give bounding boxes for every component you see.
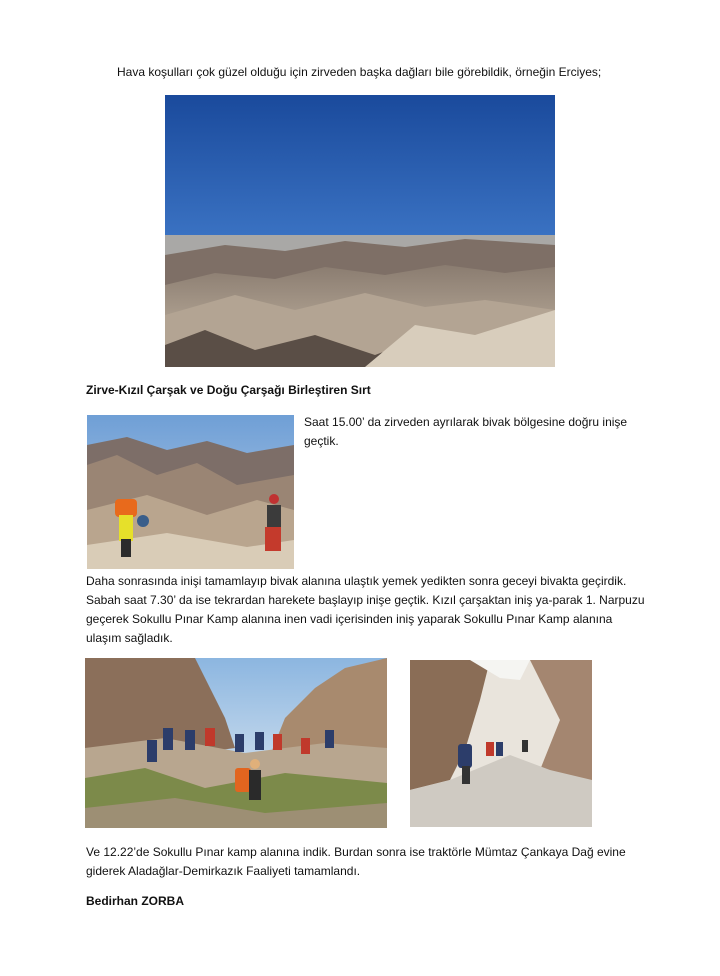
paragraph-finish: Ve 12.22’de Sokullu Pınar kamp alanına indik. Burdan sonra ise traktörle Mümtaz Çankaya Dağ evine giderek Aladağlar-Demirkazık Faaliyeti tamamlandı. [86,845,626,878]
author-name: Bedirhan ZORBA [86,894,185,908]
intro-line: Hava koşulları çok güzel olduğu için zirveden başka dağları bile görebildik, örneğin Erciyes; [117,65,602,79]
canyon-photo [410,660,592,827]
section-heading: Zirve-Kızıl Çarşak ve Doğu Çarşağı Birleştiren Sırt [86,383,371,397]
summit-panorama-photo [165,95,555,367]
ridge-climbers-photo [87,415,294,569]
paragraph-descent: Daha sonrasında inişi tamamlayıp bivak alanına ulaştık yemek yedikten sonra geceyi bivakta geçirdik. Sabah saat 7.30’ da ise tekrardan harekete başlayıp inişe geçtik. Kızıl çarşaktan iniş ya-parak 1. Narpuzu geçerek Sokullu Pınar Kamp alanına inen vadi içerisinden iniş yaparak Sokullu Pınar Kamp alanına ulaşım sağladık. [86,574,645,645]
side-text: Saat 15.00’ da zirveden ayrılarak bivak bölgesine doğru inişe geçtik. [304,415,628,448]
valley-group-photo [85,658,387,828]
